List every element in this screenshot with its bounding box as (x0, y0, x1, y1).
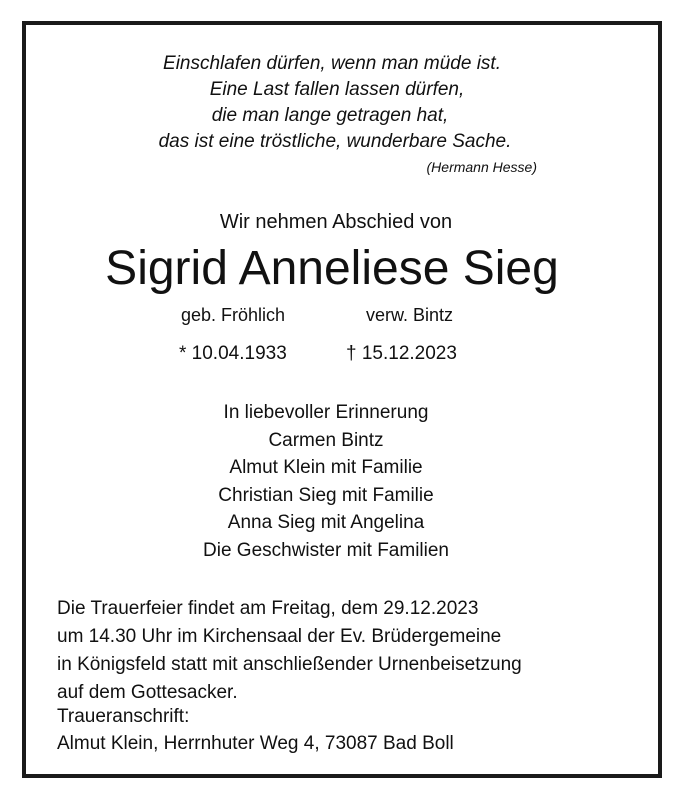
mourner-line: Christian Sieg mit Familie (218, 484, 434, 506)
poem-quote (26, 51, 658, 155)
widowed-name: verw. Bintz (366, 305, 454, 325)
mourner-line: Die Geschwister mit Familien (203, 539, 449, 561)
notice-line: auf dem Gottesacker. (57, 682, 238, 703)
service-notice (57, 595, 522, 707)
poem-line: die man lange getragen hat, (211, 105, 449, 126)
mourner-line: Anna Sieg mit Angelina (227, 512, 425, 534)
mourner-line: In liebevoller Erinnerung (223, 402, 429, 423)
mourning-address-label: Traueranschrift: (57, 706, 190, 727)
farewell-intro: Wir nehmen Abschied von (219, 211, 453, 233)
maiden-name: geb. Fröhlich (181, 305, 286, 325)
notice-line: um 14.30 Uhr im Kirchensaal der Ev. Brüdergemeine (57, 626, 502, 647)
poem-line: Einschlafen dürfen, wenn man müde ist. (163, 53, 501, 74)
notice-line: Die Trauerfeier findet am Freitag, dem 29.12.2023 (57, 598, 479, 619)
notice-line: in Königsfeld statt mit anschließender Urnenbeisetzung (57, 654, 522, 675)
mourners-list (26, 399, 658, 565)
birth-date: * 10.04.1933 (179, 343, 287, 364)
death-date: † 15.12.2023 (346, 343, 457, 364)
mourner-line: Almut Klein mit Familie (229, 457, 423, 479)
mourning-address: Almut Klein, Herrnhuter Weg 4, 73087 Bad Boll (57, 733, 454, 754)
deceased-name: Sigrid Anneliese Sieg (105, 242, 559, 295)
poem-author: (Hermann Hesse) (426, 159, 537, 175)
mourner-line: Carmen Bintz (268, 429, 384, 451)
poem-line: Eine Last fallen lassen dürfen, (209, 79, 465, 100)
poem-line: das ist eine tröstliche, wunderbare Sache. (158, 131, 512, 152)
obituary-frame (22, 21, 662, 778)
